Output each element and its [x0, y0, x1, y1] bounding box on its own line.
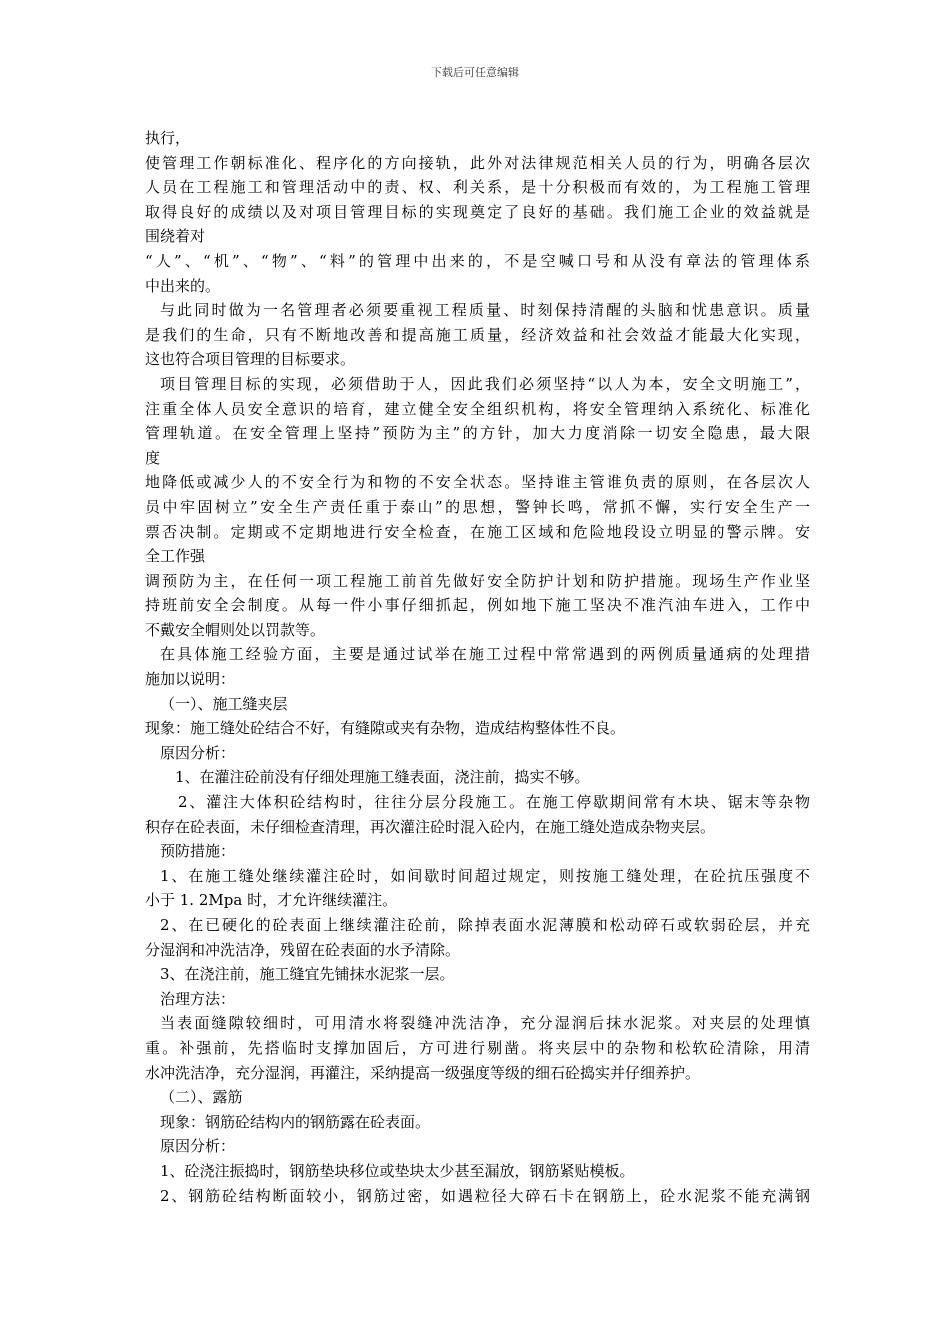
text-line: 重。补强前，先搭临时支撑加固后，方可进行剔凿。将夹层中的杂物和松软砼清除，用清 [145, 1038, 810, 1057]
text-line: 持班前安全会制度。从每一件小事仔细抓起，例如地下施工坚决不准汽油车进入，工作中 [145, 596, 810, 615]
text-line: 管理轨道。在安全管理上坚持”预防为主”的方针，加大力度消除一切安全隐患，最大限 [145, 424, 810, 443]
text-line: 员中牢固树立”安全生产责任重于泰山”的思想，警钟长鸣，常抓不懈，实行安全生产一 [145, 497, 810, 516]
text-line: 这也符合项目管理的目标要求。 [145, 350, 356, 369]
text-line: 积存在砼表面，未仔细检查清理，再次灌注砼时混入砼内，在施工缝处造成杂物夹层。 [145, 817, 716, 836]
text-line: 1、在灌注砼前没有仔细处理施工缝表面，浇注前，捣实不够。 [175, 768, 590, 787]
text-line: 分湿润和冲洗洁净，残留在砼表面的水予清除。 [145, 940, 461, 959]
text-line: 是我们的生命，只有不断地改善和提高施工质量，经济效益和社会效益才能最大化实现， [145, 325, 810, 344]
text-line: 1、在施工缝处继续灌注砼时，如间歇时间超过规定，则按施工缝处理，在砼抗压强度不 [160, 866, 810, 885]
text-line: “人”、“机”、“物”、“料”的管理中出来的，不是空喊口号和从没有章法的管理体系 [145, 251, 810, 270]
document-body [145, 126, 810, 1208]
text-line: 全工作强 [145, 547, 206, 566]
text-line: 取得良好的成绩以及对项目管理目标的实现奠定了良好的基础。我们施工企业的效益就是 [145, 202, 810, 221]
text-line: 不戴安全帽则处以罚款等。 [145, 620, 326, 639]
page-header: 下载后可任意编辑 [431, 66, 519, 79]
text-line: 执行， [145, 129, 191, 147]
text-line: 现象：施工缝处砼结合不好，有缝隙或夹有杂物，造成结构整体性不良。 [145, 719, 626, 738]
text-line: 度 [145, 448, 161, 467]
text-line: 小于 1. 2Mpa 时，才允许继续灌注。 [145, 891, 398, 910]
text-line: （一）、施工缝夹层 [160, 694, 288, 713]
text-line: （二）、露筋 [160, 1088, 243, 1107]
text-line: 在具体施工经验方面，主要是通过试举在施工过程中常常遇到的两例质量通病的处理措 [160, 645, 810, 664]
text-line: 2、灌注大体积砼结构时，往往分层分段施工。在施工停歇期间常有木块、锯末等杂物 [178, 793, 810, 812]
text-line: 注重全体人员安全意识的培育，建立健全安全组织机构，将安全管理纳入系统化、标准化 [145, 399, 810, 418]
text-line: 与此同时做为一名管理者必须要重视工程质量、时刻保持清醒的头脑和忧患意识。质量 [160, 301, 810, 320]
text-line: 原因分析： [160, 1137, 236, 1156]
text-line: 治理方法： [160, 989, 236, 1008]
text-line: 项目管理目标的实现，必须借助于人，因此我们必须坚持“以人为本，安全文明施工”， [160, 374, 810, 393]
text-line: 预防措施： [160, 842, 236, 861]
text-line: 现象：钢筋砼结构内的钢筋露在砼表面。 [160, 1112, 431, 1131]
text-line: 围绕着对 [145, 227, 206, 246]
text-line: 2、钢筋砼结构断面较小，钢筋过密，如遇粒径大碎石卡在钢筋上，砼水泥浆不能充满钢 [160, 1186, 810, 1205]
text-line: 使管理工作朝标准化、程序化的方向接轨，此外对法律规范相关人员的行为，明确各层次 [145, 153, 810, 172]
text-line: 地降低或减少人的不安全行为和物的不安全状态。坚持谁主管谁负责的原则，在各层次人 [145, 473, 810, 492]
text-line: 1、砼浇注振捣时，钢筋垫块移位或垫块太少甚至漏放，钢筋紧贴模板。 [160, 1161, 635, 1180]
text-line: 原因分析： [160, 743, 236, 762]
text-line: 人员在工程施工和管理活动中的责、权、利关系，是十分积极而有效的，为工程施工管理 [145, 178, 810, 197]
text-line: 3、在浇注前，施工缝宜先铺抹水泥浆一层。 [160, 965, 455, 984]
text-line: 当表面缝隙较细时，可用清水将裂缝冲洗洁净，充分湿润后抹水泥浆。对夹层的处理慎 [160, 1014, 810, 1033]
text-line: 施加以说明： [145, 670, 236, 689]
text-line: 2、在已硬化的砼表面上继续灌注砼前，除掉表面水泥薄膜和松动碎石或软弱砼层，并充 [160, 916, 810, 934]
text-line: 水冲洗洁净，充分湿润，再灌注，采纳提高一级强度等级的细石砼捣实并仔细养护。 [145, 1063, 701, 1082]
text-line: 票否决制。定期或不定期地进行安全检查，在施工区域和危险地段设立明显的警示牌。安 [145, 522, 810, 541]
text-line: 中出来的。 [145, 276, 221, 295]
text-line: 调预防为主，在任何一项工程施工前首先做好安全防护计划和防护措施。现场生产作业坚 [145, 571, 810, 590]
